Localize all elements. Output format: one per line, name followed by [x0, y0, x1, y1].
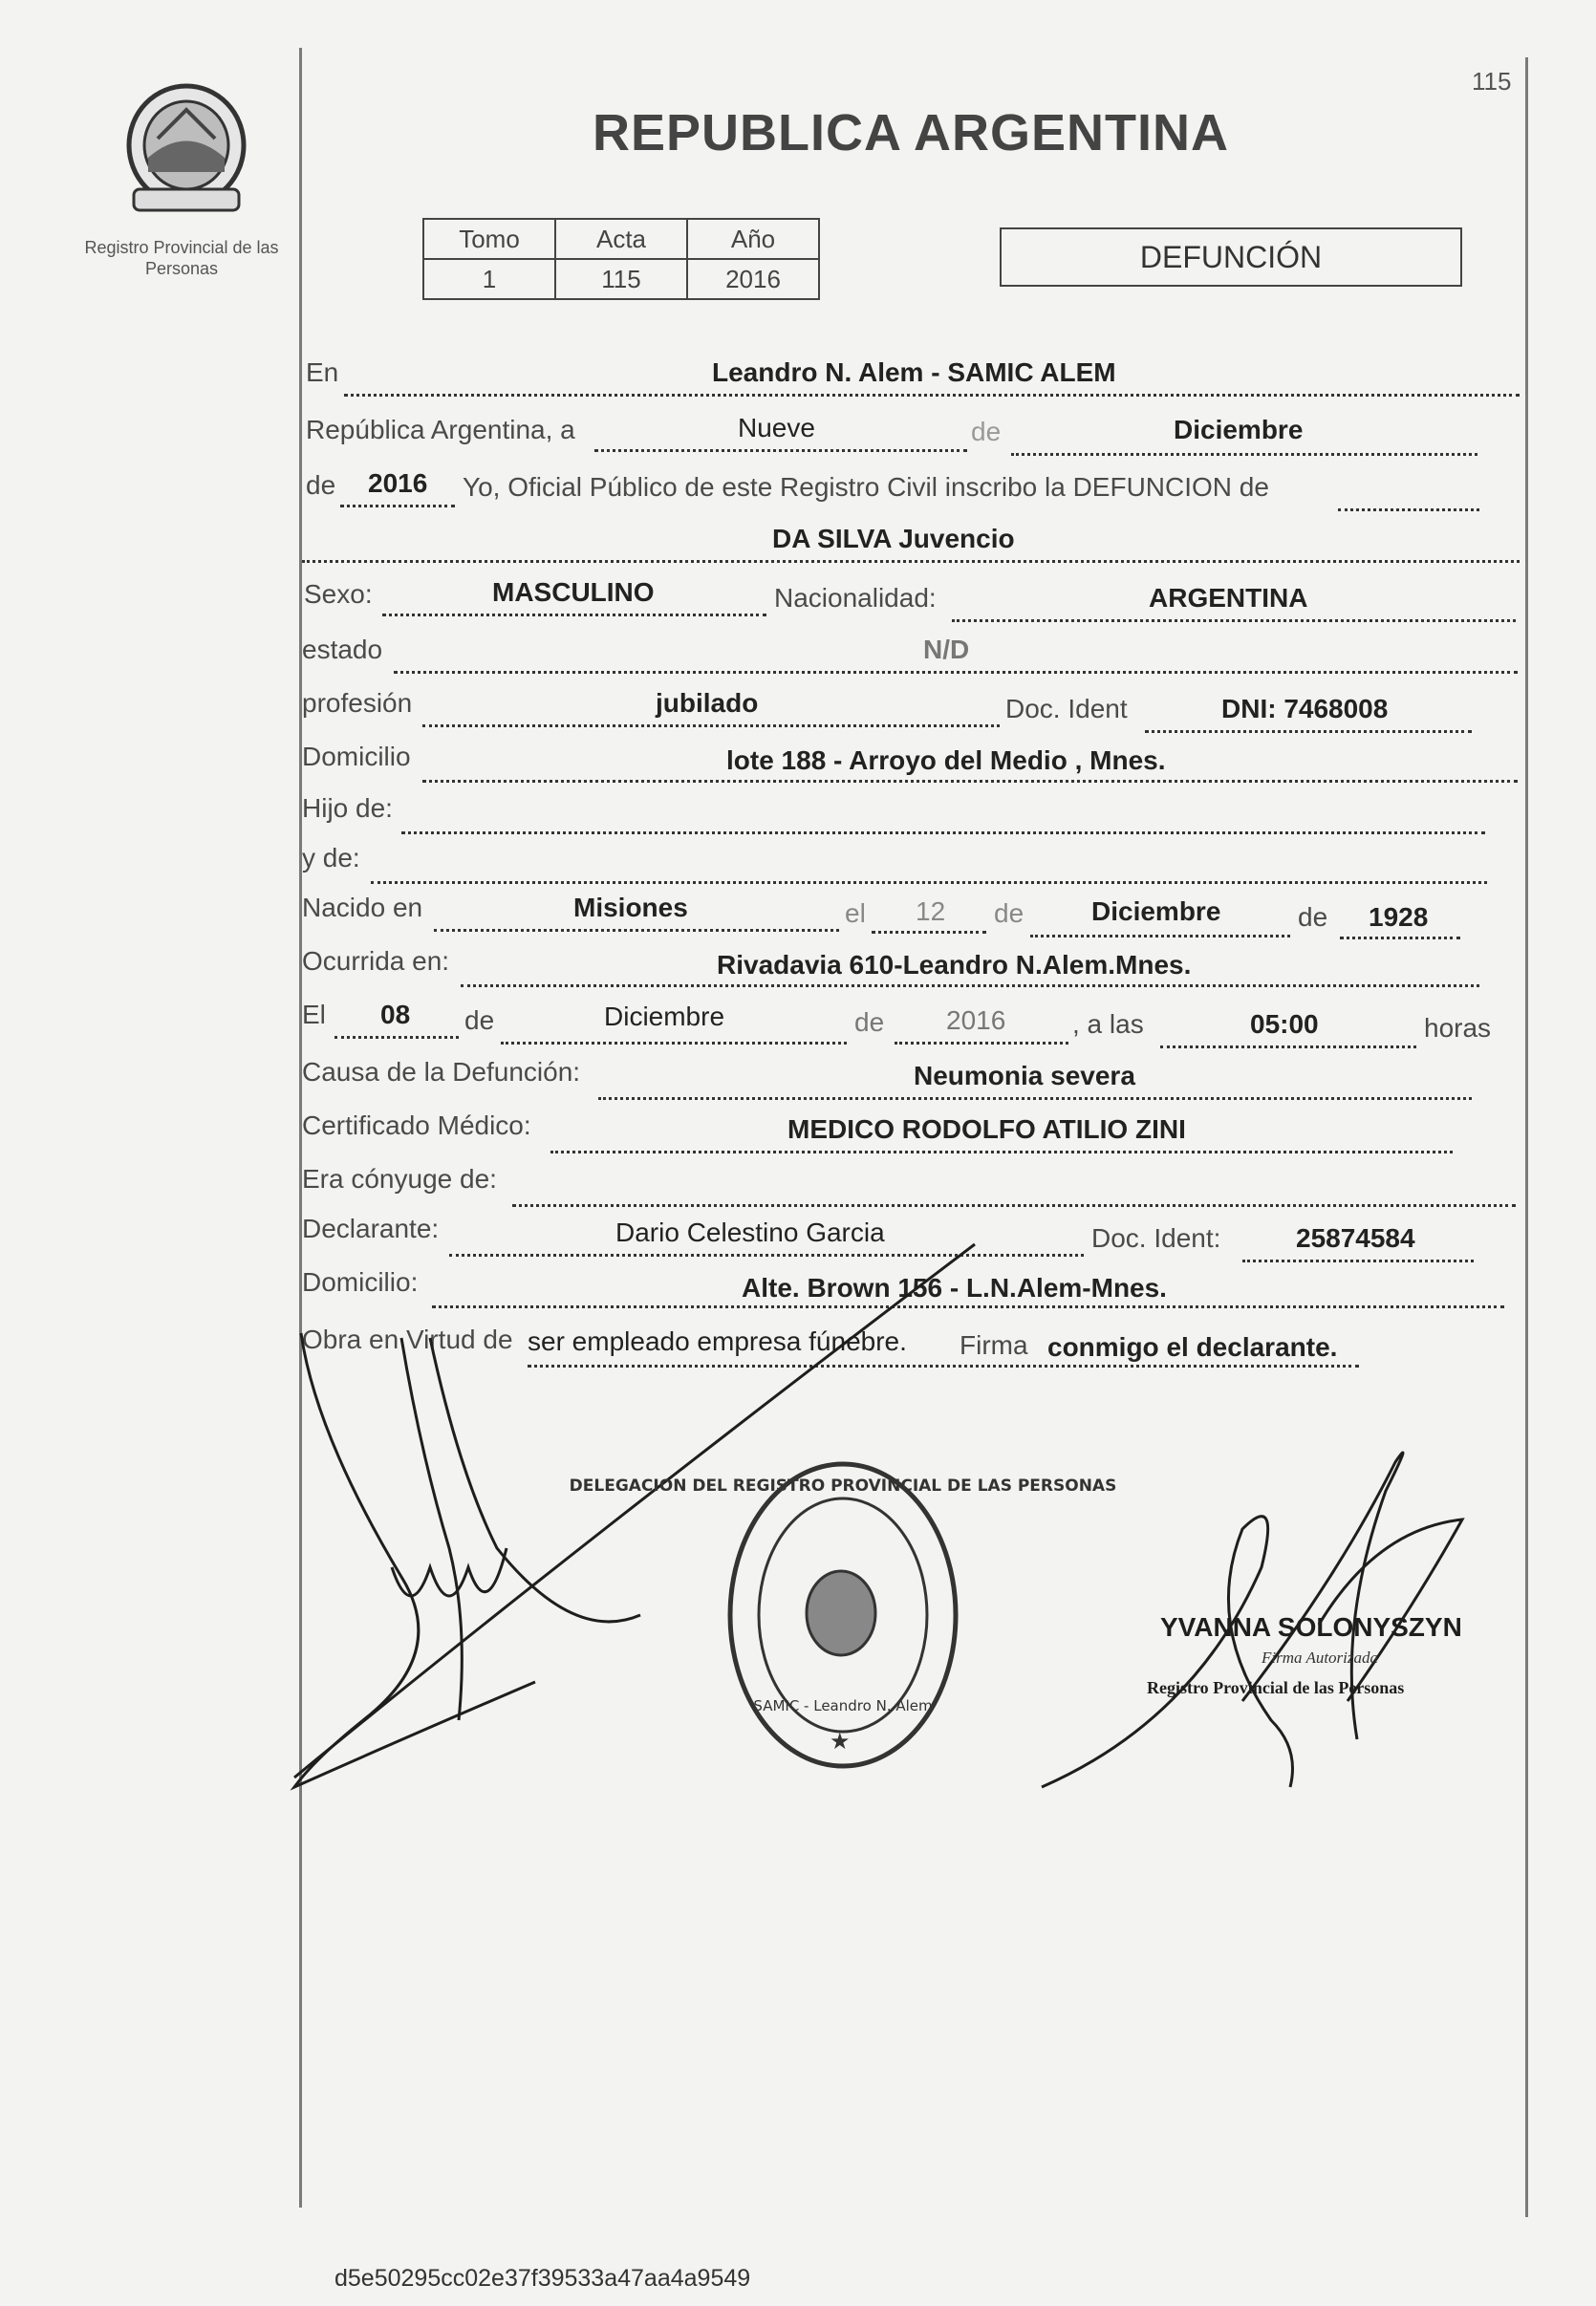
signature-stamp	[1147, 1612, 1462, 1697]
el-label: el	[845, 898, 866, 928]
certificado-label: Certificado Médico:	[302, 1110, 531, 1140]
document-title: REPUBLICA ARGENTINA	[593, 104, 1229, 162]
certificado-value: MEDICO RODOLFO ATILIO ZINI	[787, 1114, 1186, 1144]
header-anio: Año	[687, 219, 819, 259]
causa-label: Causa de la Defunción:	[302, 1057, 581, 1087]
death-day-value: 08	[380, 1000, 411, 1029]
obra-label: Obra en Virtud de	[302, 1325, 513, 1354]
ocurrida-value: Rivadavia 610-Leandro N.Alem.Mnes.	[717, 950, 1192, 980]
value-tomo: 1	[423, 259, 555, 299]
obra-value: ser empleado empresa fúnebre.	[528, 1326, 907, 1356]
estado-label: estado	[302, 635, 383, 664]
estado-value: N/D	[923, 635, 970, 664]
death-month-value: Diciembre	[604, 1002, 725, 1031]
el2-label: El	[302, 1000, 326, 1029]
domicilio-2-value: Alte. Brown 156 - L.N.Alem-Mnes.	[742, 1273, 1167, 1303]
domicilio-2-label: Domicilio:	[302, 1267, 419, 1297]
seal-star-icon: ★	[830, 1729, 851, 1755]
nacido-value: Misiones	[573, 893, 688, 922]
document-hash: d5e50295cc02e37f39533a47aa4a9549	[334, 2265, 751, 2292]
nacionalidad-label: Nacionalidad:	[774, 583, 937, 613]
birth-year-value: 1928	[1369, 902, 1429, 932]
value-anio: 2016	[687, 259, 819, 299]
deceased-name-value: DA SILVA Juvencio	[772, 524, 1015, 553]
birth-de-1-label: de	[994, 898, 1024, 928]
domicilio-label: Domicilio	[302, 742, 411, 771]
svg-text:Registro Provincial de las Per: Registro Provincial de las Personas	[1147, 1678, 1405, 1697]
conyuge-label: Era cónyuge de:	[302, 1164, 497, 1194]
death-de-2-label: de	[854, 1007, 885, 1037]
birth-day-value: 12	[916, 896, 946, 926]
declarante-label: Declarante:	[302, 1214, 440, 1243]
domicilio-value: lote 188 - Arroyo del Medio , Mnes.	[726, 745, 1166, 775]
death-de-1-label: de	[464, 1005, 495, 1035]
profesion-value: jubilado	[656, 688, 759, 718]
page-number: 115	[1472, 67, 1512, 96]
birth-month-value: Diciembre	[1091, 896, 1221, 926]
registry-seal-icon	[570, 1464, 1117, 1766]
sexo-label: Sexo:	[304, 579, 373, 609]
firma-label: Firma	[960, 1330, 1028, 1360]
horas-label: horas	[1424, 1013, 1492, 1043]
republica-label: República Argentina, a	[306, 415, 575, 444]
y-de-label: y de:	[302, 843, 360, 873]
doc-ident-2-value: 25874584	[1296, 1223, 1415, 1253]
registry-label: Registro Provincial de las Personas	[84, 238, 279, 278]
doc-ident-2-label: Doc. Ident:	[1091, 1223, 1221, 1253]
svg-text:YVANNA SOLONYSZYN: YVANNA SOLONYSZYN	[1160, 1612, 1462, 1642]
record-type-box: DEFUNCIÓN	[1000, 227, 1462, 287]
nacido-label: Nacido en	[302, 893, 423, 922]
a-las-label: , a las	[1072, 1009, 1144, 1039]
en-label: En	[306, 357, 339, 387]
birth-de-2-label: de	[1298, 902, 1328, 932]
hijo-de-label: Hijo de:	[302, 793, 393, 823]
en-value: Leandro N. Alem - SAMIC ALEM	[712, 357, 1116, 387]
svg-text:Firma Autorizada: Firma Autorizada	[1262, 1649, 1379, 1667]
month-word-value: Diciembre	[1174, 415, 1304, 444]
nacionalidad-value: ARGENTINA	[1149, 583, 1308, 613]
death-year-value: 2016	[946, 1005, 1006, 1035]
year-value: 2016	[368, 468, 428, 498]
causa-value: Neumonia severa	[914, 1061, 1135, 1090]
firma-value: conmigo el declarante.	[1047, 1332, 1338, 1362]
doc-ident-value: DNI: 7468008	[1221, 694, 1389, 723]
svg-text:DELEGACION DEL REGISTRO PROVIN: DELEGACION DEL REGISTRO PROVINCIAL DE LAS PERSONAS	[569, 1476, 1117, 1496]
day-word-value: Nueve	[738, 413, 815, 442]
svg-text:SAMIC - Leandro N. Alem: SAMIC - Leandro N. Alem	[753, 1697, 933, 1714]
value-acta: 115	[555, 259, 687, 299]
de-label-1: de	[971, 417, 1002, 446]
header-acta: Acta	[555, 219, 687, 259]
de-label-2: de	[306, 470, 336, 500]
declarante-value: Dario Celestino Garcia	[615, 1218, 885, 1247]
doc-ident-label: Doc. Ident	[1005, 694, 1128, 723]
header-tomo: Tomo	[423, 219, 555, 259]
statement-text: Yo, Oficial Público de este Registro Civil inscribo la DEFUNCION de	[463, 472, 1269, 502]
profesion-label: profesión	[302, 688, 413, 718]
sexo-value: MASCULINO	[492, 577, 655, 607]
death-time-value: 05:00	[1250, 1009, 1319, 1039]
ocurrida-label: Ocurrida en:	[302, 946, 450, 976]
